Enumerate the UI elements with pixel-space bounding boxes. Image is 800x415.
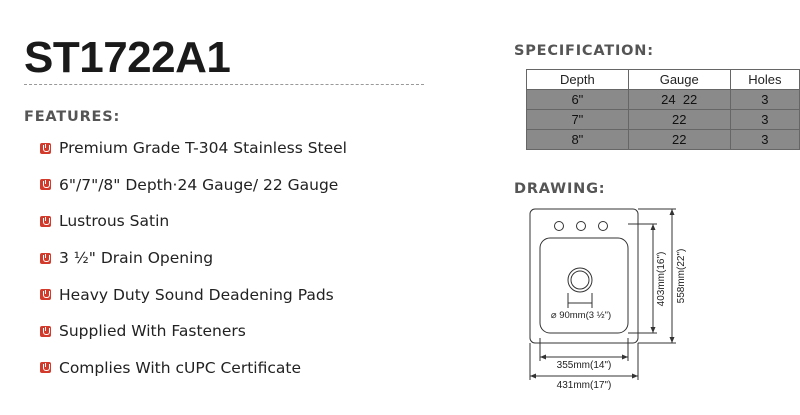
column-header-gauge: Gauge: [628, 70, 730, 90]
sink-technical-drawing: [518, 198, 698, 394]
drain-inner-circle: [571, 271, 589, 289]
bullet-icon: [40, 289, 51, 300]
feature-text: Complies With cUPC Certificate: [59, 358, 301, 377]
title-divider: [24, 84, 424, 85]
bullet-icon: [40, 326, 51, 337]
feature-item: [40, 240, 347, 277]
cell-holes: 3: [730, 90, 799, 110]
drawing-heading: DRAWING:: [514, 181, 606, 197]
outer-height-label: 558mm(22"): [676, 248, 687, 304]
feature-item: [40, 130, 347, 167]
feature-text: 6"/7"/8" Depth·24 Gauge/ 22 Gauge: [59, 175, 339, 194]
cell-depth: 8": [527, 130, 629, 150]
cell-holes: 3: [730, 130, 799, 150]
feature-text: Lustrous Satin: [59, 212, 170, 231]
feature-text: Heavy Duty Sound Deadening Pads: [59, 285, 334, 304]
bullet-icon: [40, 362, 51, 373]
model-number: ST1722A1: [24, 33, 231, 82]
inner-width-label: 355mm(14"): [556, 360, 612, 371]
feature-item: [40, 313, 347, 350]
bullet-icon: [40, 143, 51, 154]
bullet-icon: [40, 216, 51, 227]
faucet-hole-left: [555, 222, 564, 231]
feature-text: Supplied With Fasteners: [59, 322, 246, 341]
features-list: [40, 130, 347, 386]
table-row: [527, 90, 800, 110]
outer-width-label: 431mm(17"): [556, 380, 612, 391]
column-header-depth: Depth: [527, 70, 629, 90]
specification-table: [526, 69, 800, 150]
table-header-row: [527, 70, 800, 90]
cell-holes: 3: [730, 110, 799, 130]
feature-text: Premium Grade T-304 Stainless Steel: [59, 139, 347, 158]
cell-gauge: 22: [628, 110, 730, 130]
drain-dimension-label: ⌀ 90mm(3 ½"): [550, 310, 612, 321]
inner-height-label: 403mm(16"): [656, 251, 667, 307]
cell-gauge: 24 22: [628, 90, 730, 110]
feature-item: [40, 276, 347, 313]
table-row: [527, 130, 800, 150]
feature-text: 3 ½" Drain Opening: [59, 249, 214, 268]
cell-gauge: 22: [628, 130, 730, 150]
table-row: [527, 110, 800, 130]
column-header-holes: Holes: [730, 70, 799, 90]
feature-item: [40, 167, 347, 204]
faucet-hole-right: [599, 222, 608, 231]
cell-depth: 6": [527, 90, 629, 110]
cell-depth: 7": [527, 110, 629, 130]
bullet-icon: [40, 179, 51, 190]
drain-outer-circle: [568, 268, 592, 292]
features-heading: FEATURES:: [24, 109, 121, 125]
faucet-hole-center: [577, 222, 586, 231]
feature-item: [40, 203, 347, 240]
bullet-icon: [40, 253, 51, 264]
feature-item: [40, 350, 347, 387]
specification-heading: SPECIFICATION:: [514, 43, 654, 59]
